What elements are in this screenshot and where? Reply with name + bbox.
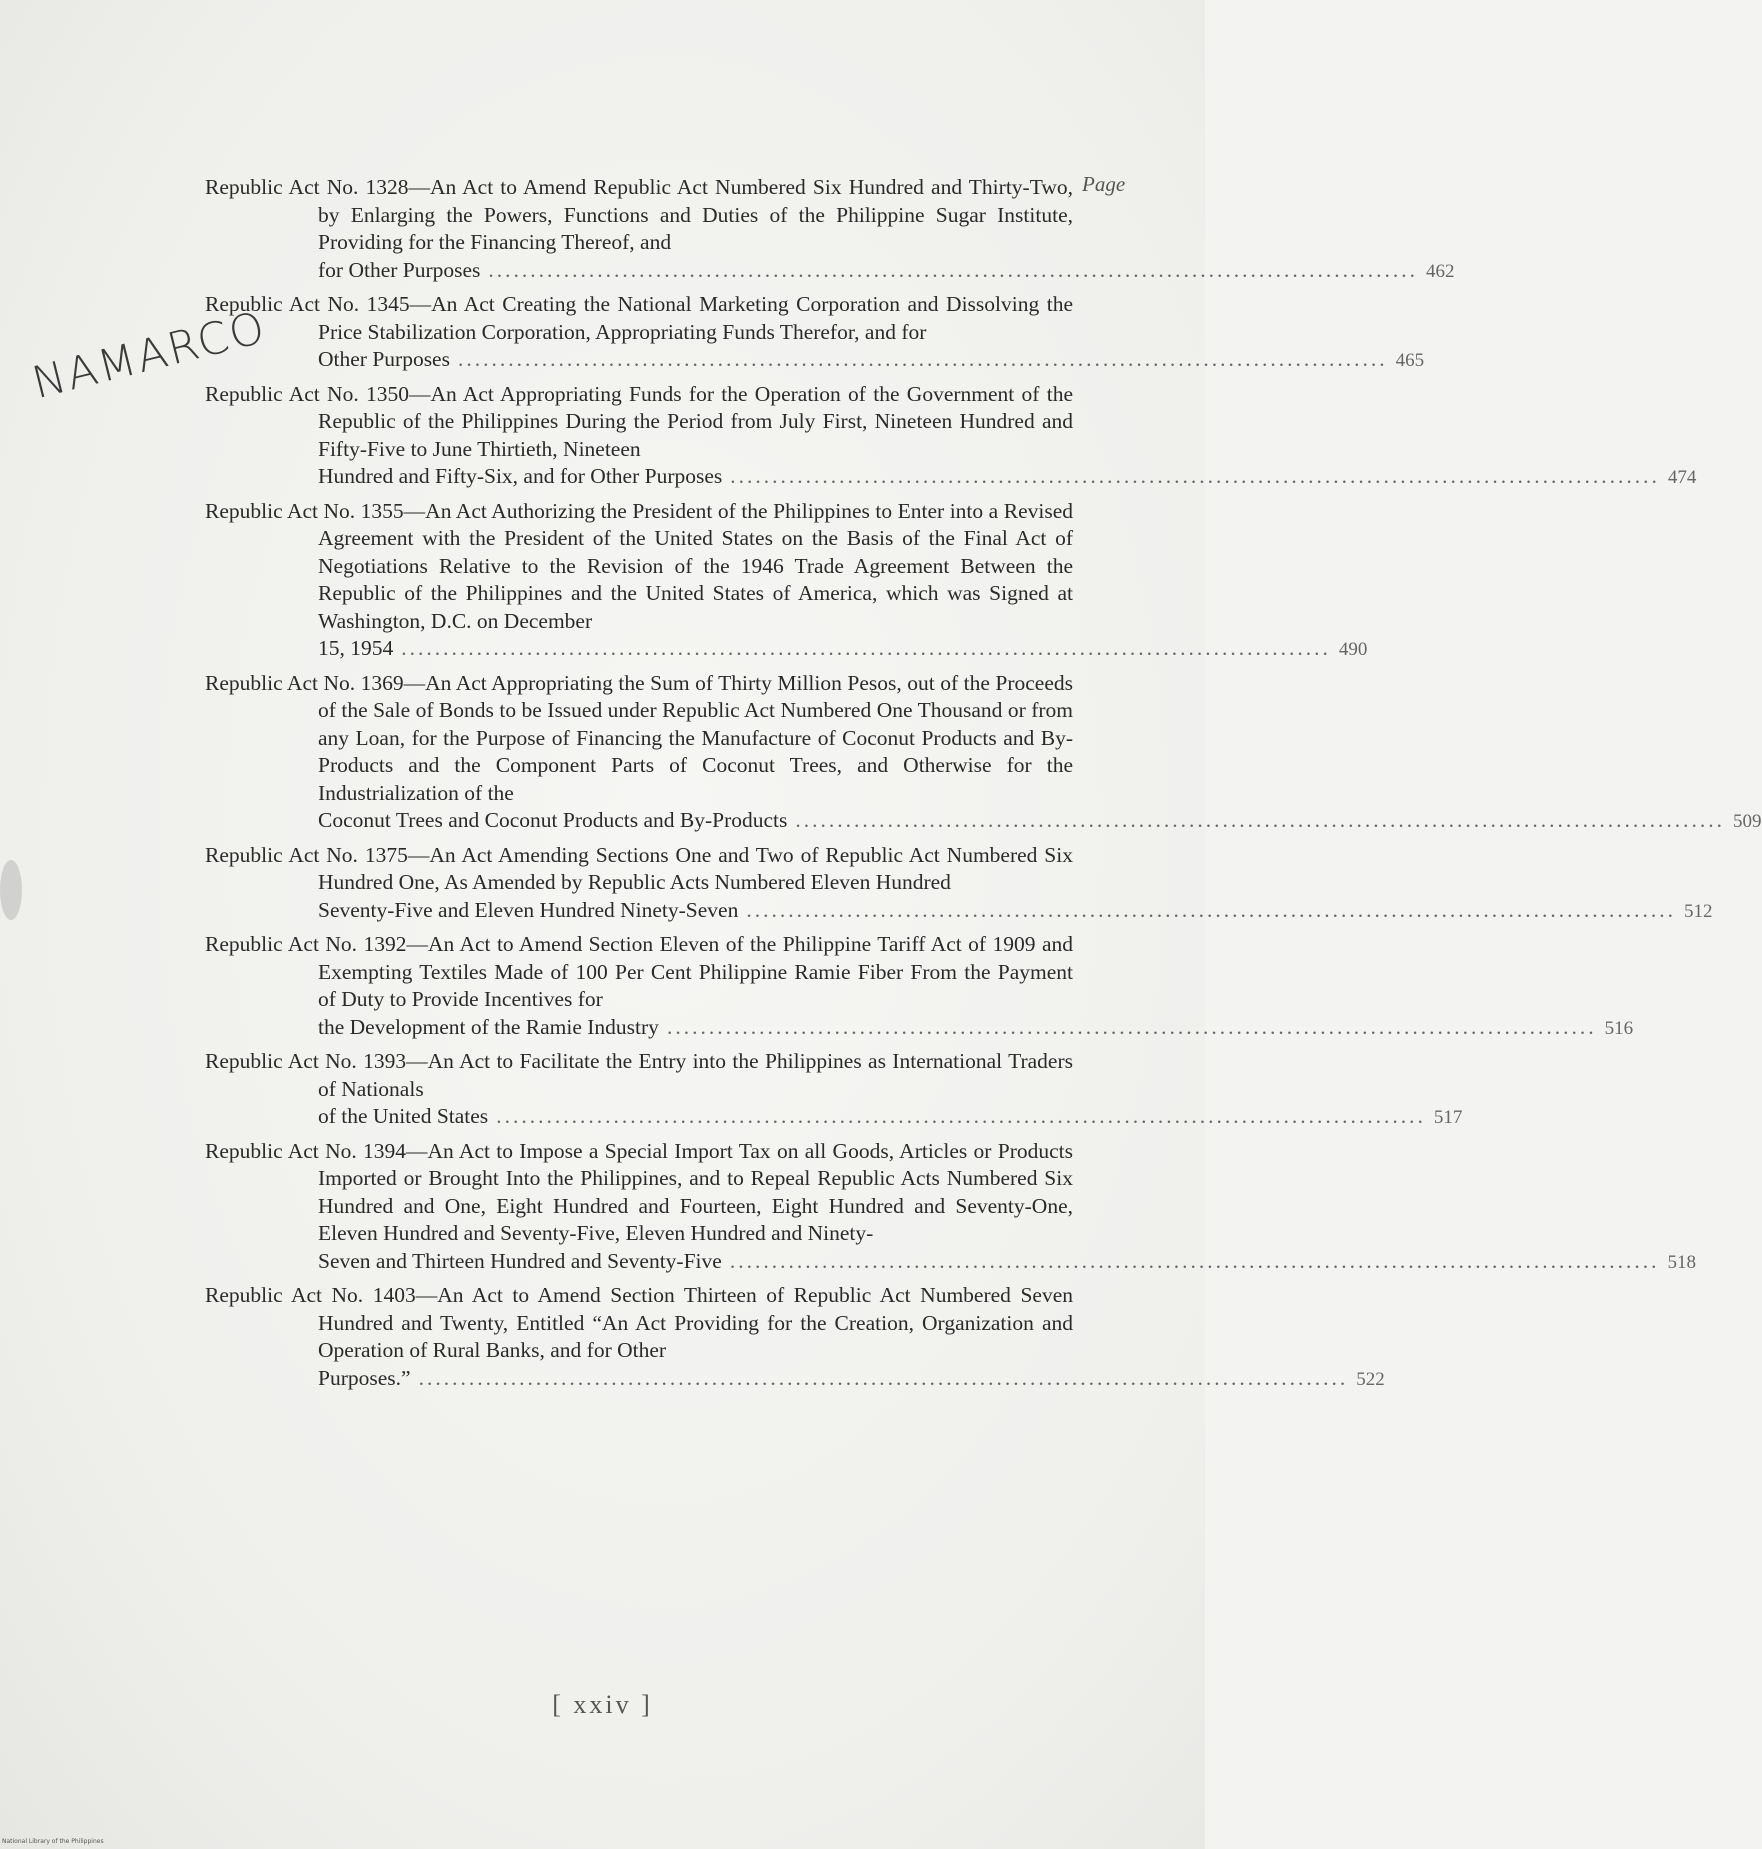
entry-text: Republic Act No. 1328—An Act to Amend Republic Act Numbered Six Hundred and Thirty-Two, by Enlarging the Powers, Functions and Duties of the Philippine Sugar Institute, Providing for the Financing Thereof, and — [205, 175, 1073, 254]
entry-page-number: 509 — [1733, 811, 1762, 832]
entry-last-line: Purposes.” — [318, 1365, 411, 1390]
table-of-contents — [205, 174, 1762, 1399]
toc-entry — [205, 381, 1697, 492]
toc-entry — [205, 498, 1368, 664]
toc-entry — [205, 1282, 1385, 1393]
handwritten-annotation: NAMARCO — [27, 301, 272, 410]
entry-last-line: Seventy-Five and Eleven Hundred Ninety-Seven — [318, 897, 739, 922]
dot-leader: ............................................................................................................... — [401, 636, 1331, 660]
entry-text: Republic Act No. 1375—An Act Amending Sections One and Two of Republic Act Numbered Six Hundred One, As Amended by Republic Acts Numbered Eleven Hundred — [205, 842, 1073, 894]
dot-leader: ............................................................................................................... — [795, 808, 1726, 832]
entry-last-line: Hundred and Fifty-Six, and for Other Purposes — [318, 464, 723, 488]
entry-last-line: the Development of the Ramie Industry — [318, 1014, 659, 1039]
toc-entry — [205, 1138, 1696, 1277]
entry-text: Republic Act No. 1350—An Act Appropriating Funds for the Operation of the Government of the Republic of the Philippines During the Period from July First, Nineteen Hundred and Fifty-Five to June Thirtieth, Nineteen — [205, 381, 1073, 461]
entry-text: Republic Act No. 1393—An Act to Facilitate the Entry into the Philippines as International Traders of Nationals — [205, 1049, 1073, 1101]
entry-last-line: Other Purposes — [318, 347, 450, 371]
dot-leader: ............................................................................................................... — [488, 257, 1419, 282]
toc-entry — [205, 1048, 1463, 1132]
entry-last-line: Seven and Thirteen Hundred and Seventy-Five — [318, 1248, 722, 1273]
toc-entry — [205, 291, 1425, 375]
page-column-header: Page — [1082, 172, 1126, 196]
entry-text: Republic Act No. 1392—An Act to Amend Section Eleven of the Philippine Tariff Act of 1909 and Exempting Textiles Made of 100 Per Cent Philippine Ramie Fiber From the Payment of Duty to Provide Incentives for — [205, 932, 1073, 1011]
library-label: National Library of the Philippines — [2, 1838, 104, 1845]
dot-leader: ............................................................................................................... — [418, 1365, 1349, 1390]
toc-entry — [205, 670, 1762, 836]
entry-page-number: 512 — [1683, 900, 1713, 922]
entry-text: Republic Act No. 1345—An Act Creating the National Marketing Corporation and Dissolving the Price Stabilization Corporation, Appropriating Funds Therefor, and for — [205, 292, 1073, 344]
entry-page-number: 462 — [1426, 260, 1455, 282]
entry-last-line: for Other Purposes — [318, 257, 481, 282]
dot-leader: ............................................................................................................... — [457, 347, 1388, 371]
entry-page-number: 465 — [1395, 350, 1425, 371]
entry-text: Republic Act No. 1394—An Act to Impose a Special Import Tax on all Goods, Articles or Products Imported or Brought Into the Philippines, and to Repeal Republic Acts Numbered Six Hundred and One, Eight Hundred and Fourteen, Eight Hundred and Seventy-One, Eleven Hundred and Seventy-Five, Eleven Hundred and Ninety- — [205, 1138, 1073, 1245]
dot-leader: ............................................................................................................... — [496, 1104, 1426, 1128]
dot-leader: ............................................................................................................... — [746, 897, 1676, 922]
entry-text: Republic Act No. 1403—An Act to Amend Section Thirteen of Republic Act Numbered Seven Hundred and Twenty, Entitled “An Act Providing for the Creation, Organization and Operation of Rural Banks, and for Other — [205, 1283, 1073, 1362]
entry-page-number: 490 — [1338, 639, 1368, 660]
dot-leader: ............................................................................................................... — [730, 464, 1660, 488]
dot-leader: ............................................................................................................... — [666, 1014, 1597, 1039]
page-number-footer: [ xxiv ] — [552, 1690, 653, 1719]
entry-page-number: 516 — [1604, 1017, 1634, 1039]
toc-entry — [205, 174, 1455, 285]
entry-page-number: 518 — [1667, 1251, 1696, 1273]
page-smudge — [0, 860, 22, 920]
toc-entry — [205, 931, 1634, 1042]
entry-last-line: Coconut Trees and Coconut Products and By-Products — [318, 808, 788, 832]
entry-last-line: of the United States — [318, 1104, 489, 1128]
entry-page-number: 522 — [1356, 1368, 1385, 1390]
entry-page-number: 517 — [1433, 1107, 1463, 1128]
dot-leader: ............................................................................................................... — [729, 1248, 1660, 1273]
entry-text: Republic Act No. 1369—An Act Appropriating the Sum of Thirty Million Pesos, out of the Proceeds of the Sale of Bonds to be Issued under Republic Act Numbered One Thousand or from any Loan, for the Purpose of Financing the Manufacture of Coconut Products and By-Products and the Component Parts of Coconut Trees, and Otherwise for the Industrialization of the — [205, 670, 1073, 805]
entry-page-number: 474 — [1667, 467, 1697, 488]
toc-entry — [205, 842, 1713, 926]
entry-text: Republic Act No. 1355—An Act Authorizing the President of the Philippines to Enter into a Revised Agreement with the President of the United States on the Basis of the Final Act of Negotiations Relative to the Revision of the 1946 Trade Agreement Between the Republic of the Philippines and the United States of America, which was Signed at Washington, D.C. on December — [205, 498, 1073, 633]
entry-last-line: 15, 1954 — [318, 636, 394, 660]
